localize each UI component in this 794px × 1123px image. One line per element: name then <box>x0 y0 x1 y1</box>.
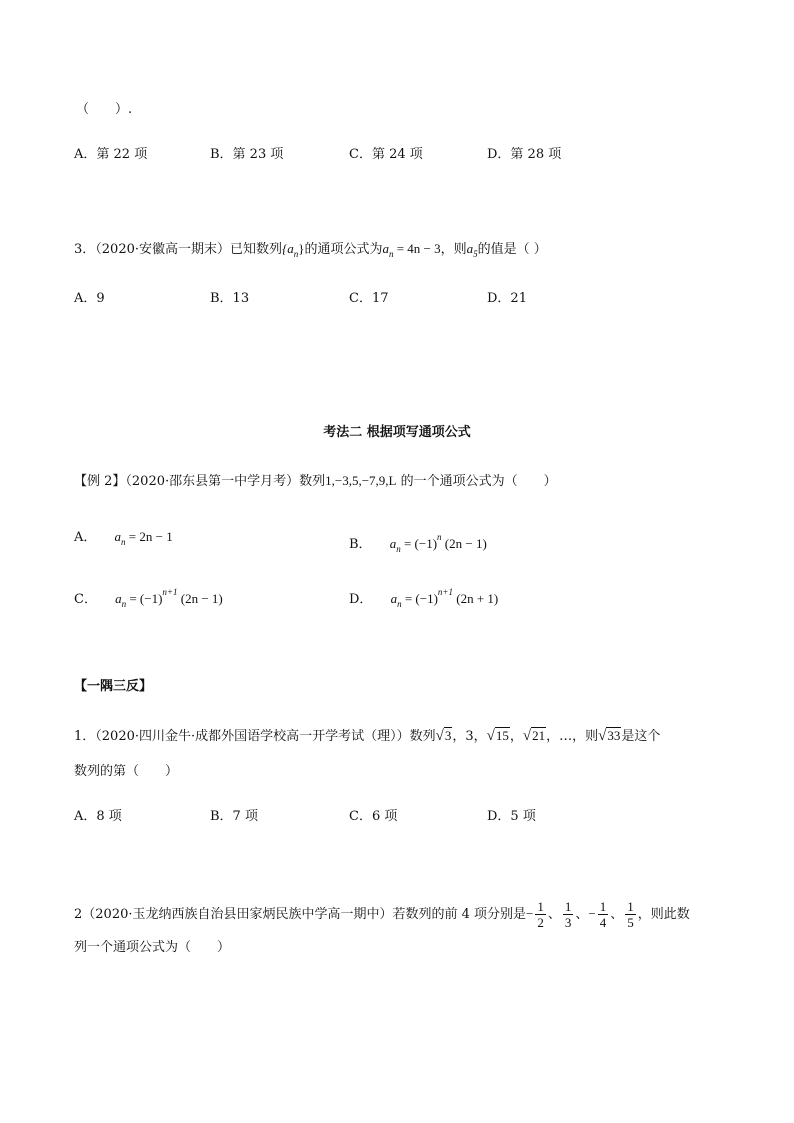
formula-lhs: a <box>390 591 398 606</box>
formula-tail: (2n − 1) <box>177 591 223 606</box>
practice-q2-prefix: 2（2020·玉龙纳西族自治县田家炳民族中学高一期中）若数列的前 4 项分别是 <box>74 907 527 922</box>
denominator: 4 <box>599 915 607 930</box>
q3-option-b: B．13 <box>210 291 250 306</box>
practice-q2-stem <box>74 896 690 933</box>
example2-option-b <box>349 527 487 559</box>
numerator: 1 <box>564 899 572 914</box>
q3-seq-close: } <box>298 241 305 256</box>
fraction-1-5 <box>625 899 636 930</box>
practice-q1-option-a: A．8 项 <box>74 809 122 824</box>
practice-q1-suffix: 是这个 <box>621 729 661 744</box>
formula-sub: n <box>121 599 127 609</box>
formula-sub: n <box>121 537 126 547</box>
formula-lhs: a <box>114 529 122 544</box>
q3-stem <box>74 239 547 264</box>
practice-q1-option-c: C．6 项 <box>349 809 398 824</box>
q3-option-d: D．21 <box>487 291 527 306</box>
practice-q1-option-b: B．7 项 <box>210 809 258 824</box>
fraction-1-3 <box>563 899 574 930</box>
q3-option-c: C．17 <box>349 291 389 306</box>
example2-option-d-letter: D． <box>349 592 373 607</box>
numerator: 1 <box>537 899 544 914</box>
q2-option-b: B．第 23 项 <box>210 147 284 162</box>
formula-lhs: a <box>389 536 397 551</box>
q3-seq-open: {a <box>282 241 294 256</box>
sqrt-33: √33 <box>598 728 621 744</box>
separator: ，3， <box>452 729 487 744</box>
q3-ask-var: a <box>466 241 474 256</box>
example2-option-c-letter: C． <box>74 592 97 607</box>
sqrt-radicand: 33 <box>607 728 621 743</box>
q3-suffix: 的值是（ ） <box>477 242 547 257</box>
example2-prefix: 【例 2】（2020·邵东县第一中学月考）数列 <box>74 474 326 489</box>
practice-q2-line2: 列一个通项公式为（ ） <box>74 940 231 955</box>
sqrt-3: √3 <box>435 728 452 744</box>
sqrt-radicand: 21 <box>532 728 546 743</box>
q3-seq-notation <box>282 241 305 259</box>
denominator: 5 <box>627 915 634 930</box>
separator: 、 <box>547 907 561 922</box>
q3-ask-sub: 5 <box>473 249 478 259</box>
example2-stem <box>74 471 557 492</box>
formula-tail: (2n − 1) <box>441 536 487 551</box>
separator: ，…，则 <box>546 729 599 744</box>
q3-formula-rhs: = 4n − 3 <box>393 241 441 256</box>
formula-sub: n <box>397 599 402 609</box>
example2-sequence: 1,−3,5,−7,9,L <box>325 473 397 488</box>
minus-sign: − <box>526 906 534 921</box>
formula-sup: n+1 <box>162 587 178 597</box>
practice-header: 【一隅三反】 <box>74 679 153 694</box>
example2-option-d-formula <box>390 587 499 609</box>
formula-expr: = (−1) <box>400 536 438 551</box>
sqrt-radicand: 15 <box>495 728 509 743</box>
minus-sign: − <box>588 906 596 921</box>
q3-formula-sub: n <box>388 249 394 259</box>
denominator: 3 <box>564 915 572 930</box>
example2-option-a-letter: A． <box>74 530 97 545</box>
formula-sup: n+1 <box>437 587 453 597</box>
formula-tail: (2n + 1) <box>452 591 499 606</box>
practice-q1-option-d: D．5 项 <box>487 809 536 824</box>
example2-option-c-formula <box>115 587 223 609</box>
separator: ， <box>509 729 523 744</box>
fraction-1-2 <box>535 899 546 930</box>
q2-stem-tail: （ ）. <box>76 102 133 117</box>
q2-option-c: C．第 24 项 <box>349 147 423 162</box>
example2-option-d <box>349 582 498 614</box>
practice-q1-stem <box>74 726 660 747</box>
q3-ask <box>466 241 478 259</box>
q3-formula <box>382 241 441 259</box>
sqrt-15: √15 <box>486 728 509 744</box>
numerator: 1 <box>627 899 634 914</box>
formula-expr: = (−1) <box>401 591 438 606</box>
q2-option-a: A．第 22 项 <box>74 147 148 162</box>
formula-lhs: a <box>115 591 122 606</box>
practice-q2-suffix: ，则此数 <box>637 907 690 922</box>
formula-expr: = (−1) <box>126 591 163 606</box>
separator: 、 <box>610 907 624 922</box>
fraction-1-4 <box>598 899 609 930</box>
numerator: 1 <box>599 899 607 914</box>
example2-option-a-formula <box>114 529 173 547</box>
practice-q1-prefix: 1．（2020·四川金牛·成都外国语学校高一开学考试（理））数列 <box>74 729 436 744</box>
section-title: 考法二 根据项写通项公式 <box>323 425 471 440</box>
denominator: 2 <box>537 915 544 930</box>
example2-option-b-formula <box>389 532 487 554</box>
example2-option-c <box>74 582 223 614</box>
formula-expr: = 2n − 1 <box>125 529 173 544</box>
example2-suffix: 的一个通项公式为（ ） <box>396 474 557 489</box>
formula-sub: n <box>396 544 401 554</box>
q2-option-d: D．第 28 项 <box>487 147 562 162</box>
separator: 、 <box>575 907 589 922</box>
q3-formula-lhs: a <box>382 241 389 256</box>
q3-mid2: ，则 <box>440 242 467 257</box>
practice-q1-line2: 数列的第（ ） <box>74 764 179 779</box>
formula-sup: n <box>437 532 442 542</box>
sqrt-radicand: 3 <box>444 728 452 743</box>
q3-mid: 的通项公式为 <box>304 242 383 257</box>
q3-prefix: 3．（2020·安徽高一期末）已知数列 <box>74 242 282 257</box>
q3-seq-sub: n <box>293 249 299 259</box>
sqrt-21: √21 <box>522 728 546 744</box>
example2-option-a <box>74 527 173 552</box>
example2-option-b-letter: B． <box>349 537 372 552</box>
q3-option-a: A．9 <box>74 291 105 306</box>
